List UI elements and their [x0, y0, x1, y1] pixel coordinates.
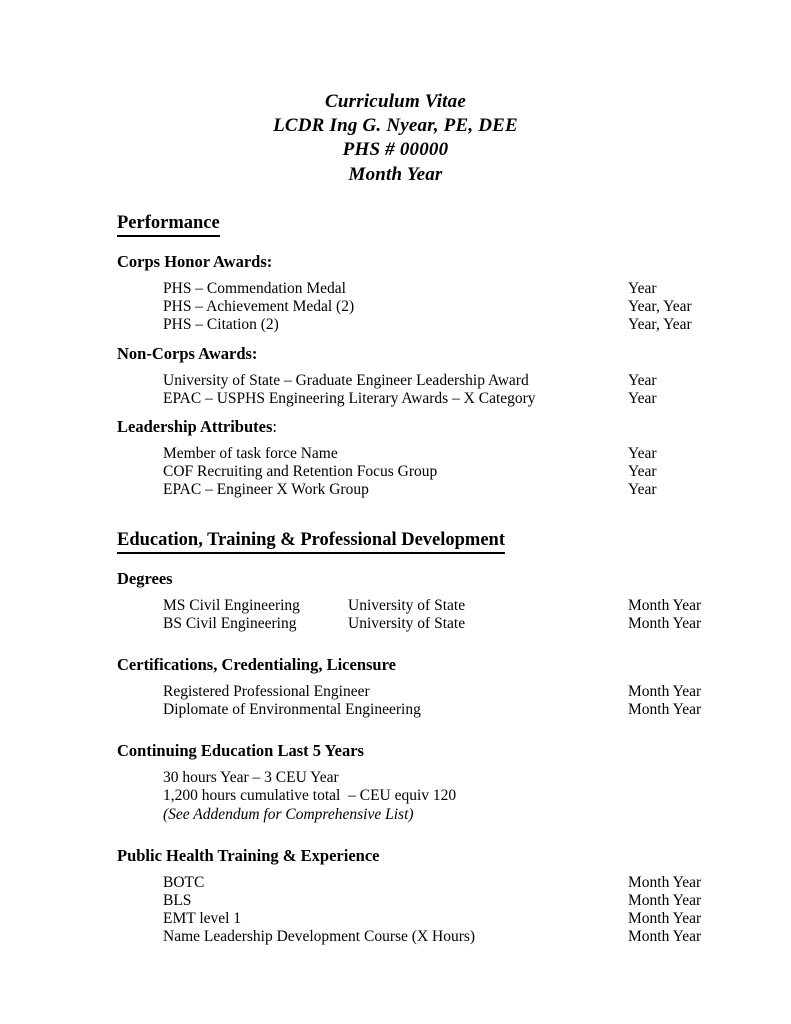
- entry-title: PHS – Commendation Medal: [163, 280, 346, 297]
- entry-title: 1,200 hours cumulative total – CEU equiv 120: [163, 787, 457, 805]
- entry-date: Month Year: [628, 614, 702, 632]
- entry-row: [117, 615, 737, 633]
- group-label-text: Certifications, Credentialing, Licensure: [117, 654, 396, 674]
- section-heading-education-training-professional-development: [117, 529, 737, 554]
- entry-date: Year: [628, 481, 657, 499]
- spacer: [117, 335, 737, 344]
- group-label-non-corps-awards: [117, 344, 737, 363]
- entry-title: Diplomate of Environmental Engineering: [163, 701, 421, 719]
- spacer: [117, 760, 737, 769]
- entry-row: [117, 928, 737, 946]
- entry-date: Year: [628, 280, 657, 297]
- title-line-2: LCDR Ing G. Nyear, PE, DEE: [273, 115, 518, 137]
- group-label-text: Non-Corps Awards:: [117, 343, 258, 363]
- entry-row: [117, 390, 737, 408]
- entry-date: Year: [628, 389, 657, 407]
- entry-row: [117, 445, 737, 463]
- entry-row: [117, 298, 737, 316]
- entry-row: [117, 892, 737, 910]
- entry-title: 30 hours Year – 3 CEU Year: [163, 769, 339, 787]
- entry-date: Year, Year: [628, 316, 692, 334]
- entry-row: [117, 372, 737, 390]
- group-label-suffix: :: [272, 416, 277, 436]
- spacer: [117, 674, 737, 683]
- entry-date: Month Year: [628, 892, 702, 909]
- entry-title: University of State – Graduate Engineer Leadership Award: [163, 371, 529, 389]
- spacer: [117, 588, 737, 597]
- entry-title: (See Addendum for Comprehensive List): [163, 805, 414, 823]
- entry-title: BS Civil Engineering: [163, 614, 297, 632]
- group-label-leadership-attributes: [117, 417, 737, 436]
- spacer: [117, 633, 737, 655]
- entry-date: Month Year: [628, 596, 702, 614]
- entry-row: [117, 787, 737, 805]
- group-label-text: Corps Honor Awards:: [117, 252, 273, 271]
- group-label-corps-honor-awards: [117, 252, 737, 271]
- entry-row: [117, 701, 737, 719]
- entry-row: [117, 481, 737, 499]
- entry-title: PHS – Citation (2): [163, 316, 279, 334]
- group-label-text: Public Health Training & Experience: [117, 845, 380, 865]
- title-line-1: Curriculum Vitae: [325, 91, 466, 112]
- group-label-public-health-training-experience: [117, 846, 737, 865]
- title-line-4: Month Year: [348, 163, 443, 185]
- entry-row: [117, 463, 737, 481]
- spacer: [117, 271, 737, 280]
- entry-title: PHS – Achievement Medal (2): [163, 298, 355, 316]
- entry-date: Year: [628, 371, 657, 389]
- entry-date: Year, Year: [628, 298, 692, 316]
- entry-title: Member of task force Name: [163, 444, 338, 462]
- entry-date: Month Year: [628, 873, 702, 891]
- entry-title: EMT level 1: [163, 910, 242, 928]
- spacer: [117, 865, 737, 874]
- entry-institution: University of State: [348, 614, 466, 632]
- entry-title: EPAC – Engineer X Work Group: [163, 481, 369, 499]
- entry-date: Month Year: [628, 701, 702, 719]
- entry-institution: University of State: [348, 596, 466, 614]
- section-heading-text: Education, Training & Professional Development: [117, 529, 505, 554]
- cv-body: [117, 212, 737, 947]
- entry-row: [117, 769, 737, 787]
- entry-title: COF Recruiting and Retention Focus Group: [163, 463, 438, 481]
- group-label-text: Continuing Education Last 5 Years: [117, 741, 364, 761]
- group-label-continuing-education-last-5-years: [117, 741, 737, 760]
- entry-date: Year: [628, 463, 657, 481]
- entry-row: [117, 806, 737, 824]
- group-label-certifications-credentialing-licensure: [117, 655, 737, 674]
- spacer: [117, 719, 737, 741]
- entry-title: Name Leadership Development Course (X Hours): [163, 928, 476, 946]
- entry-date: Month Year: [628, 928, 702, 946]
- entry-date: Month Year: [628, 910, 702, 928]
- entry-row: [117, 683, 737, 701]
- entry-title: MS Civil Engineering: [163, 596, 300, 614]
- spacer: [117, 554, 737, 569]
- spacer: [117, 363, 737, 372]
- entry-title: BLS: [163, 892, 192, 909]
- section-heading-performance: [117, 212, 737, 237]
- group-label-degrees: [117, 569, 737, 588]
- entry-row: [117, 874, 737, 892]
- entry-row: [117, 910, 737, 928]
- entry-date: Year: [628, 444, 657, 462]
- spacer: [117, 237, 737, 252]
- group-label-text: Leadership Attributes: [117, 416, 273, 436]
- spacer: [117, 824, 737, 846]
- entry-title: BOTC: [163, 873, 205, 891]
- spacer: [117, 436, 737, 445]
- entry-row: [117, 597, 737, 615]
- section-heading-text: Performance: [117, 212, 220, 237]
- spacer: [117, 500, 737, 529]
- entry-row: [117, 316, 737, 334]
- entry-title: Registered Professional Engineer: [163, 682, 370, 700]
- title-line-3: PHS # 00000: [342, 139, 449, 161]
- spacer: [117, 408, 737, 417]
- entry-title: EPAC – USPHS Engineering Literary Awards – X Category: [163, 389, 536, 407]
- entry-row: [117, 280, 737, 298]
- group-label-text: Degrees: [117, 568, 173, 588]
- entry-date: Month Year: [628, 682, 702, 700]
- document-title-block: [0, 90, 791, 187]
